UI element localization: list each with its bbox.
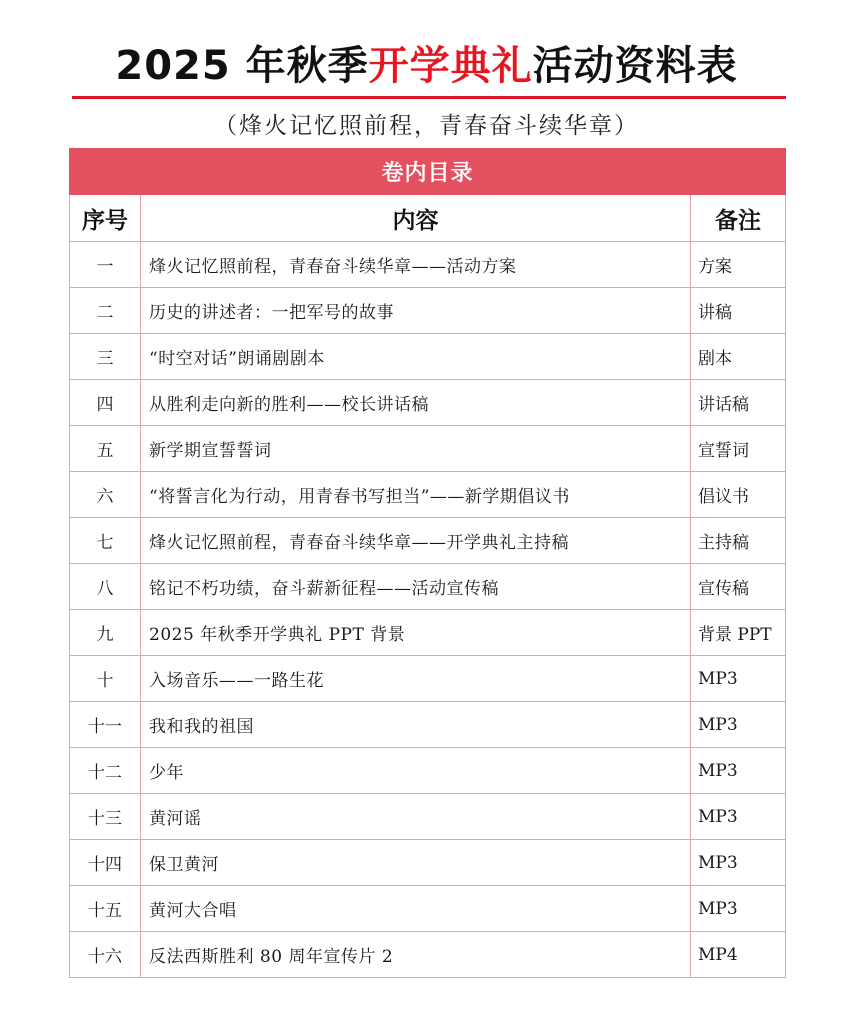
row-note: 宣誓词: [691, 426, 786, 472]
row-content: 从胜利走向新的胜利——校长讲话稿: [141, 380, 691, 426]
row-note: MP4: [691, 932, 786, 978]
row-content: 黄河大合唱: [141, 886, 691, 932]
row-number: 十五: [70, 886, 141, 932]
page-title: [0, 38, 853, 94]
row-content: 黄河谣: [141, 794, 691, 840]
row-number: 十四: [70, 840, 141, 886]
row-number: 二: [70, 288, 141, 334]
row-content: “时空对话”朗诵剧剧本: [141, 334, 691, 380]
row-note: 主持稿: [691, 518, 786, 564]
row-note: MP3: [691, 656, 786, 702]
table-row: [70, 610, 786, 656]
column-header-no: 序号: [70, 195, 141, 242]
title-underline: [72, 96, 786, 99]
row-note: 方案: [691, 242, 786, 288]
row-content: 保卫黄河: [141, 840, 691, 886]
row-content: 入场音乐——一路生花: [141, 656, 691, 702]
row-note: 剧本: [691, 334, 786, 380]
table-row: [70, 426, 786, 472]
row-number: 十三: [70, 794, 141, 840]
row-content: 少年: [141, 748, 691, 794]
column-header-content: 内容: [141, 195, 691, 242]
table-row: [70, 886, 786, 932]
row-note: 宣传稿: [691, 564, 786, 610]
table-header-row: [70, 195, 786, 242]
table-banner: 卷内目录: [70, 149, 786, 195]
table-row: [70, 656, 786, 702]
row-number: 十六: [70, 932, 141, 978]
row-note: 讲稿: [691, 288, 786, 334]
title-highlight: 开学典礼: [368, 43, 533, 89]
table-row: [70, 564, 786, 610]
row-note: 背景 PPT: [691, 610, 786, 656]
row-note: MP3: [691, 794, 786, 840]
title-suffix: 活动资料表: [532, 43, 738, 89]
page-subtitle: （烽火记忆照前程，青春奋斗续华章）: [214, 113, 639, 139]
title-prefix: 2025 年秋季: [115, 43, 369, 89]
table-row: [70, 242, 786, 288]
row-number: 十: [70, 656, 141, 702]
row-content: 我和我的祖国: [141, 702, 691, 748]
table-row: [70, 702, 786, 748]
table-row: [70, 794, 786, 840]
row-content: “将誓言化为行动，用青春书写担当”——新学期倡议书: [141, 472, 691, 518]
row-note: 倡议书: [691, 472, 786, 518]
toc-table: [69, 148, 786, 978]
table-row: [70, 380, 786, 426]
table-row: [70, 334, 786, 380]
table-body: [70, 242, 786, 978]
row-number: 四: [70, 380, 141, 426]
table-banner-row: [70, 149, 786, 195]
table-row: [70, 518, 786, 564]
row-number: 五: [70, 426, 141, 472]
row-content: 烽火记忆照前程，青春奋斗续华章——开学典礼主持稿: [141, 518, 691, 564]
table-row: [70, 840, 786, 886]
table-row: [70, 932, 786, 978]
row-number: 十一: [70, 702, 141, 748]
row-note: 讲话稿: [691, 380, 786, 426]
row-number: 八: [70, 564, 141, 610]
row-note: MP3: [691, 748, 786, 794]
row-content: 新学期宣誓誓词: [141, 426, 691, 472]
row-number: 一: [70, 242, 141, 288]
row-content: 历史的讲述者：一把军号的故事: [141, 288, 691, 334]
row-content: 反法西斯胜利 80 周年宣传片 2: [141, 932, 691, 978]
row-number: 十二: [70, 748, 141, 794]
row-number: 三: [70, 334, 141, 380]
row-note: MP3: [691, 702, 786, 748]
table-row: [70, 472, 786, 518]
row-content: 铭记不朽功绩，奋斗薪新征程——活动宣传稿: [141, 564, 691, 610]
row-content: 烽火记忆照前程，青春奋斗续华章——活动方案: [141, 242, 691, 288]
row-content: 2025 年秋季开学典礼 PPT 背景: [141, 610, 691, 656]
row-note: MP3: [691, 886, 786, 932]
row-note: MP3: [691, 840, 786, 886]
row-number: 九: [70, 610, 141, 656]
row-number: 七: [70, 518, 141, 564]
table-row: [70, 748, 786, 794]
column-header-note: 备注: [691, 195, 786, 242]
table-row: [70, 288, 786, 334]
row-number: 六: [70, 472, 141, 518]
